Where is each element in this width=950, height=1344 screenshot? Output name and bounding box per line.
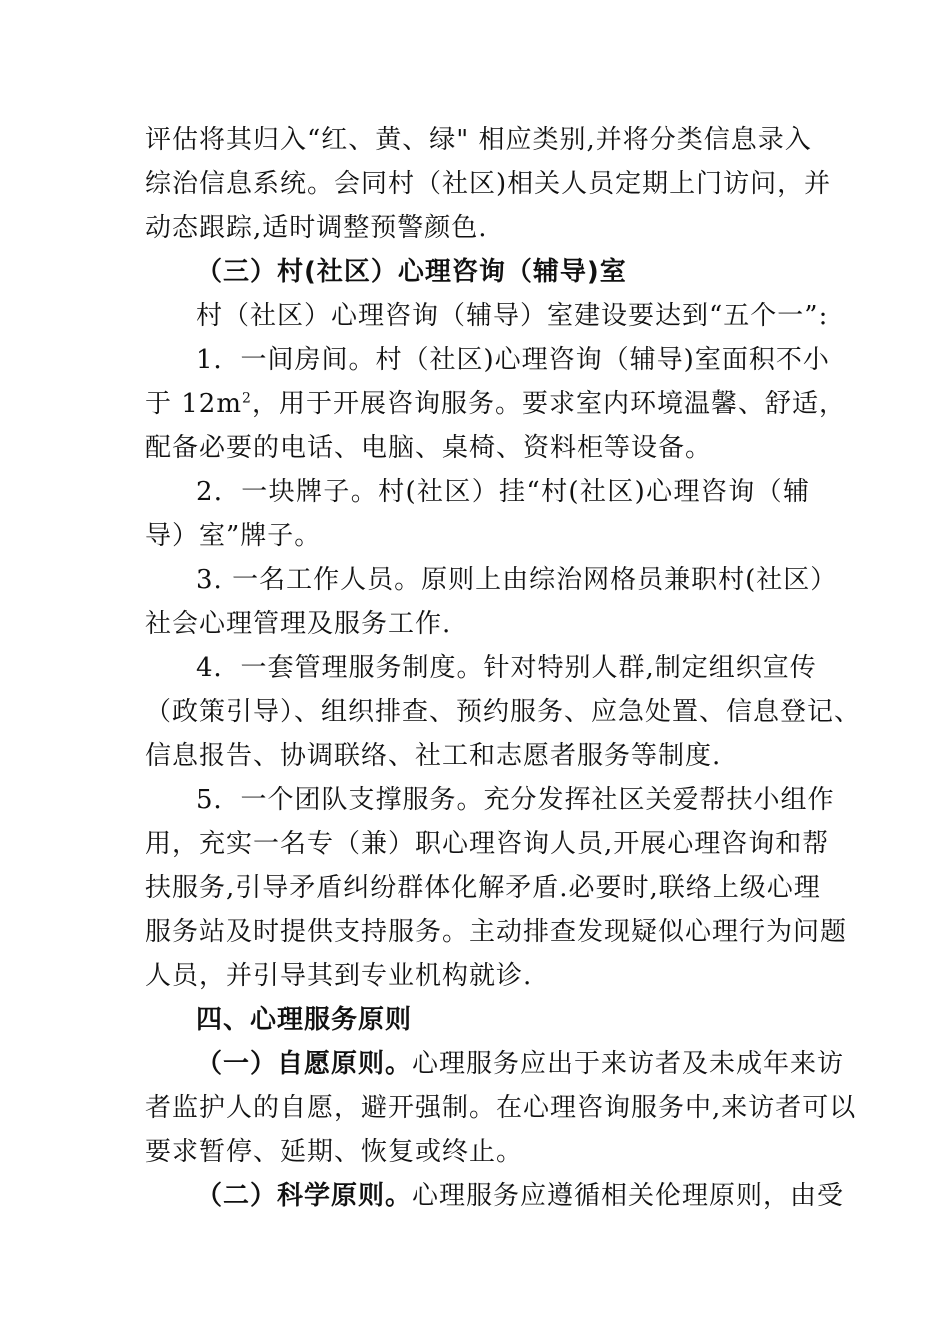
list-item-line: 2．一块牌子。村(社区）挂“村(社区)心理咨询（辅 xyxy=(196,477,810,507)
list-item-line: 社会心理管理及服务工作. xyxy=(145,609,452,639)
area-value: 于 12m xyxy=(145,389,243,419)
list-item-line: 3. 一名工作人员。原则上由综治网格员兼职村(社区） xyxy=(196,565,838,595)
principle-title: （一）自愿原则。 xyxy=(196,1049,413,1079)
list-item-line: 扶服务,引导矛盾纠纷群体化解矛盾.必要时,联络上级心理 xyxy=(145,873,821,903)
list-item-line: 4．一套管理服务制度。针对特别人群,制定组织宣传 xyxy=(196,653,817,683)
intro-line: 村（社区）心理咨询（辅导）室建设要达到“五个一”: xyxy=(196,301,829,331)
list-item-line: （政策引导）、组织排查、预约服务、应急处置、信息登记、 xyxy=(145,697,862,727)
list-item-line xyxy=(145,386,846,422)
list-item-line: 5．一个团队支撑服务。充分发挥社区关爱帮扶小组作 xyxy=(196,785,835,815)
principle-title: （二）科学原则。 xyxy=(196,1181,413,1211)
list-item-line: 用，充实一名专（兼）职心理咨询人员,开展心理咨询和帮 xyxy=(145,829,830,859)
principle-line: 要求暂停、延期、恢复或终止。 xyxy=(145,1137,524,1167)
section-heading: （三）村(社区）心理咨询（辅导)室 xyxy=(196,257,627,287)
list-item-line: 人员，并引导其到专业机构就诊. xyxy=(145,961,533,991)
list-item-line: 1．一间房间。村（社区)心理咨询（辅导)室面积不小 xyxy=(196,345,830,375)
text-span: ，用于开展咨询服务。要求室内环境温馨、舒适， xyxy=(251,389,846,419)
principle-text: 心理服务应出于来访者及未成年来访 xyxy=(412,1049,845,1079)
section-heading: 四、心理服务原则 xyxy=(196,1005,413,1035)
paragraph-line: 评估将其归入“红、黄、绿" 相应类别,并将分类信息录入 xyxy=(145,125,812,155)
superscript: 2 xyxy=(242,390,252,407)
principle-line: 者监护人的自愿，避开强制。在心理咨询服务中,来访者可以 xyxy=(145,1093,857,1123)
paragraph-line: 综治信息系统。会同村（社区)相关人员定期上门访问，并 xyxy=(145,169,832,199)
paragraph-line: 动态跟踪,适时调整预警颜色. xyxy=(145,213,488,243)
principle-line xyxy=(196,1178,845,1214)
list-item-line: 导）室”牌子。 xyxy=(145,521,322,551)
principle-text: 心理服务应遵循相关伦理原则，由受 xyxy=(412,1181,845,1211)
list-item-line: 信息报告、协调联络、社工和志愿者服务等制度. xyxy=(145,741,722,771)
list-item-line: 服务站及时提供支持服务。主动排查发现疑似心理行为问题 xyxy=(145,917,848,947)
principle-line xyxy=(196,1046,845,1082)
list-item-line: 配备必要的电话、电脑、桌椅、资料柜等设备。 xyxy=(145,433,713,463)
